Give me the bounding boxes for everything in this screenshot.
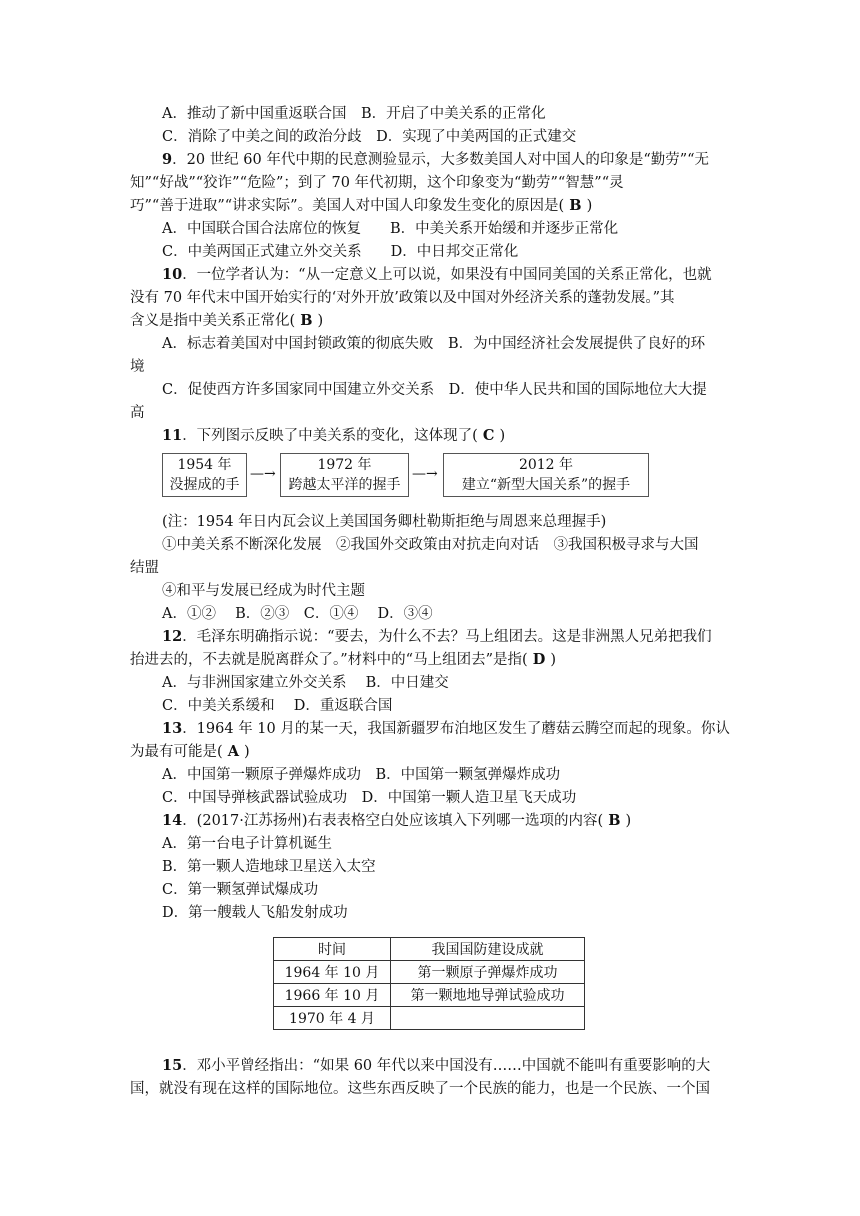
table-cell-time: 1964 年 10 月: [274, 961, 391, 984]
q14-paren-close: ): [625, 813, 632, 829]
q10-option-line-2-wrap: 高: [130, 405, 145, 421]
table-cell-achievement: 第一颗地地导弹试验成功: [391, 984, 585, 1007]
table-header-achievement: 我国国防建设成就: [391, 938, 585, 961]
timeline-box-1972: [280, 453, 409, 497]
timeline-text-1972: 跨越太平洋的握手: [288, 477, 401, 493]
q14-option-b: B．第一颗人造地球卫星送入太空: [162, 859, 376, 875]
timeline-text-1954: 没握成的手: [169, 477, 240, 493]
q15-stem-line-2: 国，就没有现在这样的国际地位。这些东西反映了一个民族的能力，也是一个民族、一个国: [130, 1081, 710, 1097]
q11-number: 11: [162, 427, 183, 444]
q11-note: (注：1954 年日内瓦会议上美国国务卿杜勒斯拒绝与周恩来总理握手): [162, 514, 607, 530]
q14-defense-table: [273, 937, 585, 1030]
q13-paren-close: ): [244, 744, 250, 760]
table-cell-achievement: 第一颗原子弹爆炸成功: [391, 961, 585, 984]
timeline-box-1954: [162, 453, 247, 497]
table-header-row: [274, 938, 585, 961]
q9-number: 9: [162, 151, 173, 168]
q12-stem-text-2: 抬进去的，不去就是脱离群众了。”材料中的“马上组团去”是指(: [130, 652, 528, 668]
q11-paren-close: ): [499, 428, 506, 444]
q11-statement-line-1-wrap: 结盟: [130, 560, 159, 576]
q9-stem-line-3: [130, 196, 592, 216]
table-row: [274, 984, 585, 1007]
q11-timeline-diagram: [162, 453, 652, 499]
q9-paren-close: ): [586, 198, 593, 214]
q13-stem-line-1: [162, 719, 730, 739]
q13-number: 13: [162, 720, 183, 737]
q10-stem-line-3: [130, 311, 323, 331]
q14-option-c: C．第一颗氢弹试爆成功: [162, 882, 319, 898]
timeline-text-2012: 建立“新型大国关系”的握手: [461, 477, 631, 493]
q9-stem-line-1: [162, 150, 709, 170]
q14-stem-text-1: ．(2017·江苏扬州)右表表格空白处应该填入下列哪一选项的内容(: [182, 813, 604, 829]
q13-stem-line-2: [130, 742, 250, 762]
q10-number: 10: [162, 266, 183, 283]
q14-number: 14: [162, 812, 183, 829]
q13-answer: A: [222, 743, 245, 760]
q11-statement-line-1: ①中美关系不断深化发展 ②我国外交政策由对抗走向对话 ③我国积极寻求与大国: [162, 537, 699, 553]
q13-option-line-2: C．中国导弹核武器试验成功 D．中国第一颗人造卫星飞天成功: [162, 790, 577, 806]
q9-answer: B: [564, 197, 587, 214]
q12-option-line-2: C．中美关系缓和 D．重返联合国: [162, 698, 393, 714]
q9-stem-line-2: 知”“好战”“狡诈”“危险”；到了 70 年代初期，这个印象变为“勤劳”“智慧”“灵: [130, 175, 624, 191]
q10-option-line-1: A．标志着美国对中国封锁政策的彻底失败 B．为中国经济社会发展提供了良好的环: [162, 336, 706, 352]
q10-option-line-2: C．促使西方许多国家同中国建立外交关系 D．使中华人民共和国的国际地位大大提: [162, 382, 707, 398]
table-cell-time: 1966 年 10 月: [274, 984, 391, 1007]
q13-option-line-1: A．中国第一颗原子弹爆炸成功 B．中国第一颗氢弹爆炸成功: [162, 767, 561, 783]
q11-answer: C: [477, 427, 500, 444]
q11-options: A．①② B．②③ C．①④ D．③④: [162, 606, 433, 622]
q9-option-line-2: C．中美两国正式建立外交关系 D．中日邦交正常化: [162, 244, 519, 260]
q14-answer: B: [603, 812, 626, 829]
q8-option-line-1: A．推动了新中国重返联合国 B．开启了中美关系的正常化: [162, 106, 546, 122]
q10-stem-text-3: 含义是指中美关系正常化(: [130, 313, 296, 329]
q9-stem-text-1: ．20 世纪 60 年代中期的民意测验显示，大多数美国人对中国人的印象是“勤劳”“无: [172, 152, 710, 168]
q12-stem-line-2: [130, 650, 556, 670]
q15-stem-text-1: ．邓小平曾经指出：“如果 60 年代以来中国没有……中国就不能叫有重要影响的大: [182, 1058, 711, 1074]
table-cell-time: 1970 年 4 月: [274, 1007, 391, 1030]
timeline-year-1954: 1954 年: [177, 457, 232, 473]
q12-paren-close: ): [550, 652, 556, 668]
q12-answer: D: [527, 651, 551, 668]
q12-number: 12: [162, 628, 183, 645]
timeline-year-1972: 1972 年: [317, 457, 372, 473]
q11-stem-text-1: ．下列图示反映了中美关系的变化，这体现了(: [182, 428, 478, 444]
arrow-right-icon: —→: [250, 466, 276, 482]
q9-stem-text-3: 巧”“善于进取”“讲求实际”。美国人对中国人印象发生变化的原因是(: [130, 198, 565, 214]
q10-stem-text-1: ．一位学者认为：“从一定意义上可以说，如果没有中国同美国的关系正常化，也就: [182, 267, 712, 283]
q14-option-a: A．第一台电子计算机诞生: [162, 836, 332, 852]
timeline-year-2012: 2012 年: [518, 457, 574, 473]
q10-option-line-1-wrap: 境: [130, 359, 145, 375]
arrow-right-icon: —→: [412, 466, 438, 482]
q12-stem-line-1: [162, 627, 712, 647]
q15-number: 15: [162, 1057, 183, 1074]
q11-stem-line-1: [162, 426, 505, 446]
q12-option-line-1: A．与非洲国家建立外交关系 B．中日建交: [162, 675, 449, 691]
q10-stem-line-2: 没有 70 年代末中国开始实行的‘对外开放’政策以及中国对外经济关系的蓬勃发展。”其: [130, 290, 675, 306]
q12-stem-text-1: ．毛泽东明确指示说：“要去，为什么不去？马上组团去。这是非洲黑人兄弟把我们: [182, 629, 712, 645]
q11-statement-line-2: ④和平与发展已经成为时代主题: [162, 583, 365, 599]
table-row: [274, 961, 585, 984]
q14-option-d: D．第一艘载人飞船发射成功: [162, 905, 348, 921]
q13-stem-text-1: ．1964 年 10 月的某一天，我国新疆罗布泊地区发生了蘑菇云腾空而起的现象。你认: [182, 721, 730, 737]
table-header-time: 时间: [274, 938, 391, 961]
q13-stem-text-2: 为最有可能是(: [130, 744, 223, 760]
timeline-box-2012: [443, 453, 649, 497]
q10-paren-close: ): [317, 313, 324, 329]
q14-stem-line-1: [162, 811, 631, 831]
q9-option-line-1: A．中国联合国合法席位的恢复 B．中美关系开始缓和并逐步正常化: [162, 221, 619, 237]
q15-stem-line-1: [162, 1056, 710, 1076]
q10-stem-line-1: [162, 265, 712, 285]
table-row: [274, 1007, 585, 1030]
q10-answer: B: [295, 312, 318, 329]
table-cell-achievement-blank: [391, 1007, 585, 1030]
q8-option-line-2: C．消除了中美之间的政治分歧 D．实现了中美两国的正式建交: [162, 129, 577, 145]
